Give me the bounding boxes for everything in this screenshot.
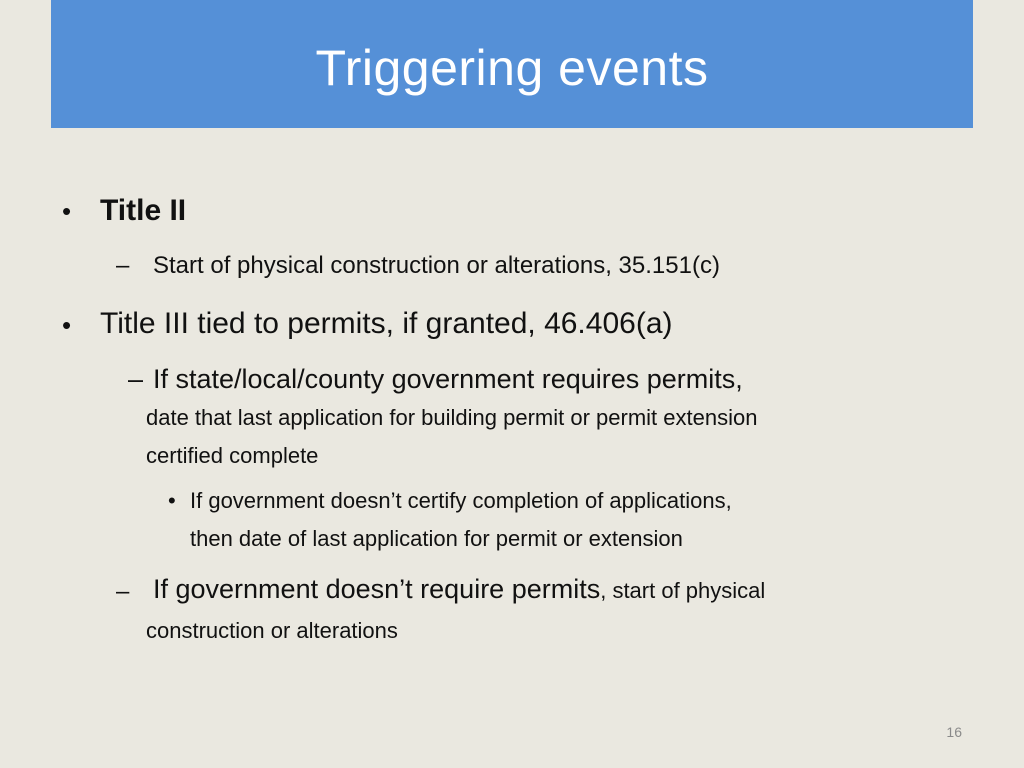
sub-bullet-construction-start: Start of physical construction or alterations, 35.151(c): [153, 252, 720, 279]
dash-marker: –: [128, 364, 144, 394]
bullet-marker: •: [62, 310, 72, 340]
dash-marker: –: [116, 578, 130, 605]
bullet-marker-small: •: [168, 488, 176, 513]
bullet-title-iii: Title III tied to permits, if granted, 46.406(a): [100, 307, 673, 340]
sub-bullet-no-permits-lead: If government doesn’t require permits: [153, 574, 601, 604]
sub-bullet-permits-continuation-2: certified complete: [146, 443, 319, 468]
bullet-title-ii: Title II: [100, 194, 187, 227]
sub-bullet-permits-continuation-1: date that last application for building permit or permit extension: [146, 405, 758, 430]
sub-bullet-no-permits-continuation: construction or alterations: [146, 618, 398, 643]
sub-bullet-no-permits-tail: , start of physical: [600, 578, 766, 603]
sub-bullet-permits-required: If state/local/county government requires permits,: [153, 364, 743, 394]
bullet-marker: •: [62, 196, 72, 226]
subsub-bullet-line-1: If government doesn’t certify completion of applications,: [190, 488, 732, 513]
subsub-bullet-line-2: then date of last application for permit or extension: [190, 526, 683, 551]
slide-title: Triggering events: [315, 40, 709, 96]
sub-bullet-no-permits: [153, 574, 765, 605]
page-number: 16: [946, 724, 962, 740]
dash-marker: –: [116, 252, 130, 279]
